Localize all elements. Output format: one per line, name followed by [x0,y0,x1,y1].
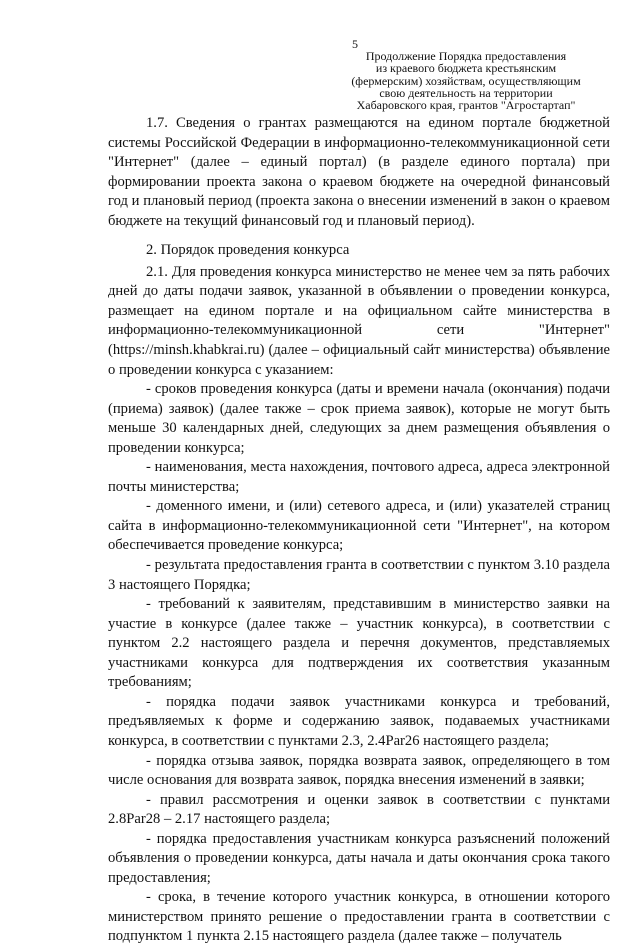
page-number: 5 [352,37,358,51]
list-item: - доменного имени, и (или) сетевого адреса, и (или) указателей страниц сайта в информационно-телекоммуникационной сети "Интернет", на котором обеспечивается проведение конкурса; [108,498,610,554]
list-item: - правил рассмотрения и оценки заявок в соответствии с пунктами 2.8Par28 – 2.17 настоящего раздела; [108,791,610,828]
list-item: - требований к заявителям, представившим в министерство заявки на участие в конкурсе (далее также – участник конкурса), в соответствии с пунктом 2.2 настоящего раздела и перечня документов, представляемых участниками конкурса для подтверждения их соответствия указанным требованиям; [108,596,610,691]
header-line: свою деятельность на территории [379,85,553,100]
list-item: - результата предоставления гранта в соответствии с пунктом 3.10 раздела 3 настоящего Порядка; [108,557,610,593]
section-heading: 2. Порядок проведения конкурса [146,242,350,259]
header-line: (фермерским) хозяйствам, осуществляющим [351,73,581,88]
list-item: - порядка предоставления участникам конкурса разъяснений положений объявления о проведении конкурса, даты начала и даты окончания срока такого предоставления; [108,830,610,886]
header-line: Продолжение Порядка предоставления [365,49,567,63]
paragraph-1-7: 1.7. Сведения о грантах размещаются на едином портале бюджетной системы Российской Федерации в информационно-телекоммуникационной сети "Интернет" (далее – единый портал) (в разделе единого портала) при формировании проекта закона о краевом бюджете на очередной финансовый год и плановый период (проекта закона о внесении изменений в закон о краевом бюджете на текущий финансовый год и плановый период). [108,115,610,229]
document-body [108,114,610,947]
header-line: Хабаровского края, грантов "Агростартап" [356,98,576,113]
list-item: - наименования, места нахождения, почтового адреса, адреса электронной почты министерства; [108,459,610,495]
list-item: - сроков проведения конкурса (даты и времени начала (окончания) подачи (приема) заявок) (далее также – срок приема заявок), которые не могут быть меньше 30 календарных дней, следующих за днем размещения объявления о проведении конкурса; [108,381,610,456]
header-line: из краевого бюджета крестьянским [375,61,557,76]
paragraph-2-1: 2.1. Для проведения конкурса министерство не менее чем за пять рабочих дней до даты подачи заявок, указанной в объявлении о проведении конкурса, размещает на едином портале и на официальном сайте министерства в информационно-телекоммуникационной сети "Интернет" (https://minsh.khabkrai.ru) (далее – официальный сайт министерства) объявление о проведении конкурса с указанием: [108,263,610,378]
list-item: - порядка подачи заявок участниками конкурса и требований, предъявляемых к форме и содержанию заявок, подаваемых участниками конкурса, в соответствии с пунктами 2.3, 2.4Par26 настоящего раздела; [108,693,610,749]
list-item: - порядка отзыва заявок, порядка возврата заявок, определяющего в том числе основания для возврата заявок, порядка внесения изменений в заявки; [108,752,610,789]
list-item: - срока, в течение которого участник конкурса, в отношении которого министерством принято решение о предоставлении гранта в соответствии с подпунктом 1 пункта 2.15 настоящего раздела (далее также – получатель [108,889,610,945]
running-header [340,50,592,111]
